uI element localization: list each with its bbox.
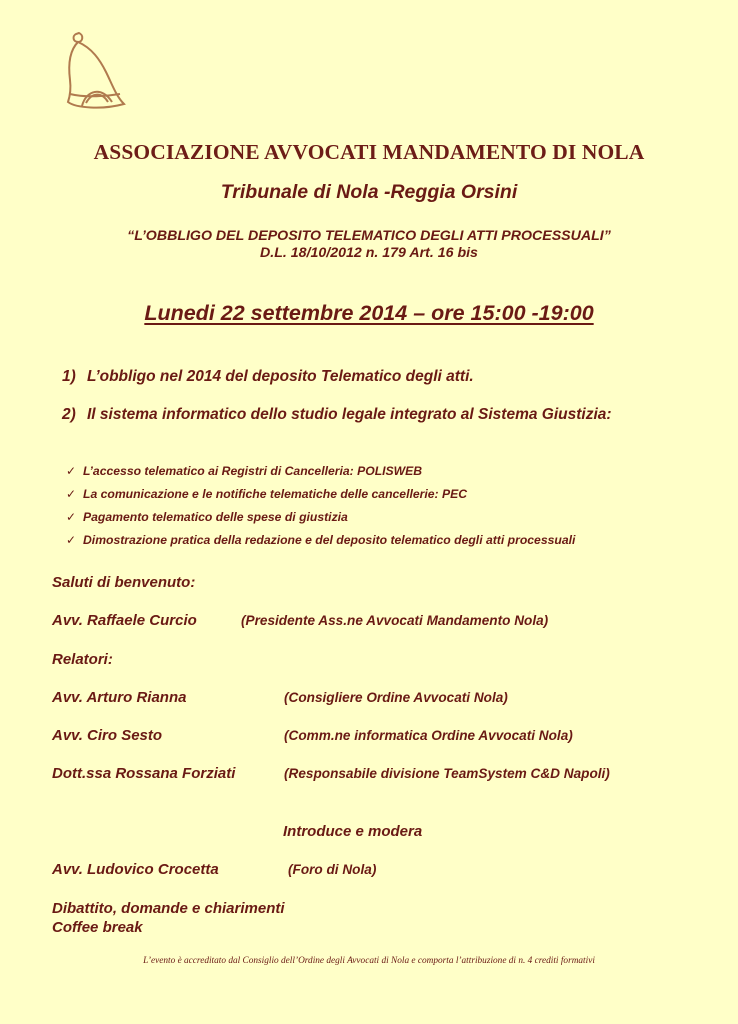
speaker-row	[52, 689, 508, 706]
check-icon: ✓	[66, 533, 77, 547]
list-item: ✓ La comunicazione e le notifiche telematiche delle cancellerie: PEC	[66, 483, 726, 506]
speaker-role: (Comm.ne informatica Ordine Avvocati Nola)	[284, 728, 573, 743]
bell-icon	[62, 30, 128, 114]
check-icon: ✓	[66, 510, 77, 524]
topic-number: 2)	[62, 406, 76, 423]
moderator-name: Avv. Ludovico Crocetta	[52, 861, 219, 878]
speaker-role: (Consigliere Ordine Avvocati Nola)	[284, 690, 508, 705]
check-icon: ✓	[66, 464, 77, 478]
event-date: Lunedi 22 settembre 2014 – ore 15:00 -19:00	[144, 301, 594, 325]
moderator-role: (Foro di Nola)	[288, 862, 377, 877]
list-item: ✓ Dimostrazione pratica della redazione e del deposito telematico degli atti processuali	[66, 529, 726, 552]
subtopic-list	[66, 460, 726, 552]
subject-line-1: “L’OBBLIGO DEL DEPOSITO TELEMATICO DEGLI ATTI PROCESSUALI”	[127, 228, 611, 244]
topic-item	[62, 406, 662, 424]
topic-text: Il sistema informatico dello studio legale integrato al Sistema Giustizia:	[87, 406, 612, 423]
speaker-row	[52, 727, 573, 744]
moderator-heading: Introduce e modera	[283, 823, 423, 840]
event-subject	[0, 228, 738, 262]
topic-item	[62, 368, 682, 386]
speaker-row	[52, 765, 610, 782]
speaker-role: (Responsabile divisione TeamSystem C&D Napoli)	[284, 766, 610, 781]
speaker-name: Avv. Ciro Sesto	[52, 727, 163, 744]
accreditation-note: L’evento è accreditato dal Consiglio dell’Ordine degli Avvocati di Nola e comporta l’attribuzione di n. 4 crediti formativi	[143, 956, 595, 966]
moderator-row	[52, 861, 377, 878]
subject-line-2: D.L. 18/10/2012 n. 179 Art. 16 bis	[260, 245, 478, 261]
closing-notes	[52, 899, 285, 937]
speaker-role: (Presidente Ass.ne Avvocati Mandamento Nola)	[241, 613, 549, 628]
topic-text: L’obbligo nel 2014 del deposito Telematico degli atti.	[87, 368, 474, 385]
check-icon: ✓	[66, 487, 77, 501]
speaker-name: Avv. Arturo Rianna	[52, 689, 187, 706]
welcome-heading: Saluti di benvenuto:	[52, 574, 196, 591]
speaker-name: Dott.ssa Rossana Forziati	[52, 765, 236, 782]
topic-number: 1)	[62, 368, 76, 385]
welcome-speaker	[52, 612, 549, 629]
venue-title: Tribunale di Nola -Reggia Orsini	[220, 181, 518, 203]
speaker-name: Avv. Raffaele Curcio	[52, 612, 197, 629]
speakers-heading: Relatori:	[52, 651, 113, 668]
closing-line-1: Dibattito, domande e chiarimenti	[52, 900, 285, 917]
list-item: ✓ L’accesso telematico ai Registri di Cancelleria: POLISWEB	[66, 460, 726, 483]
list-item: ✓ Pagamento telematico delle spese di giustizia	[66, 506, 726, 529]
organization-title: ASSOCIAZIONE AVVOCATI MANDAMENTO DI NOLA	[93, 140, 645, 164]
closing-line-2: Coffee break	[52, 919, 143, 936]
